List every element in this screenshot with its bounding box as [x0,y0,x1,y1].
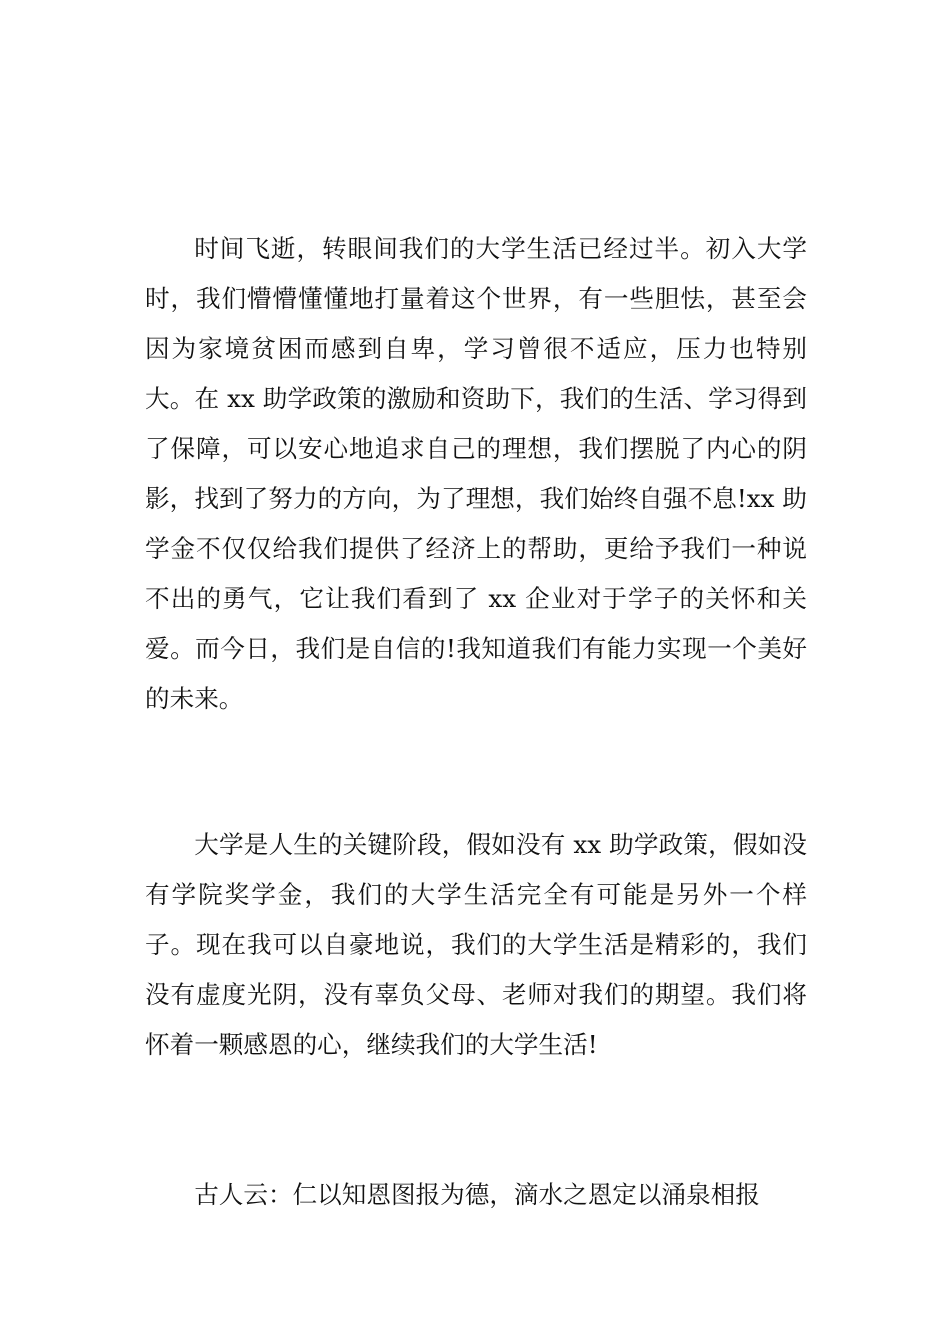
paragraph-3: 古人云：仁以知恩图报为德，滴水之恩定以涌泉相报 [194,1180,760,1209]
paragraph-2: 大学是人生的关键阶段，假如没有 xx 助学政策，假如没有学院奖学金，我们的大学生活完全有可能是另外一个样子。现在我可以自豪地说，我们的大学生活是精彩的，我们没有虚度光阴，没有辜负父母、老师对我们的期望。我们将怀着一颗感恩的心，继续我们的大学生活! [145,830,807,1059]
paragraph-1: 时间飞逝，转眼间我们的大学生活已经过半。初入大学时，我们懵懵懂懂地打量着这个世界，有一些胆怯，甚至会因为家境贫困而感到自卑，学习曾很不适应，压力也特别大。在 xx 助学政策的激励和资助下，我们的生活、学习得到了保障，可以安心地追求自己的理想，我们摆脱了内心的阴影，找到了努力的方向，为了理想，我们始终自强不息!xx 助学金不仅仅给我们提供了经济上的帮助，更给予我们一种说不出的勇气，它让我们看到了 xx 企业对于学子的关怀和关爱。而今日，我们是自信的!我知道我们有能力实现一个美好的未来。 [145,234,807,713]
